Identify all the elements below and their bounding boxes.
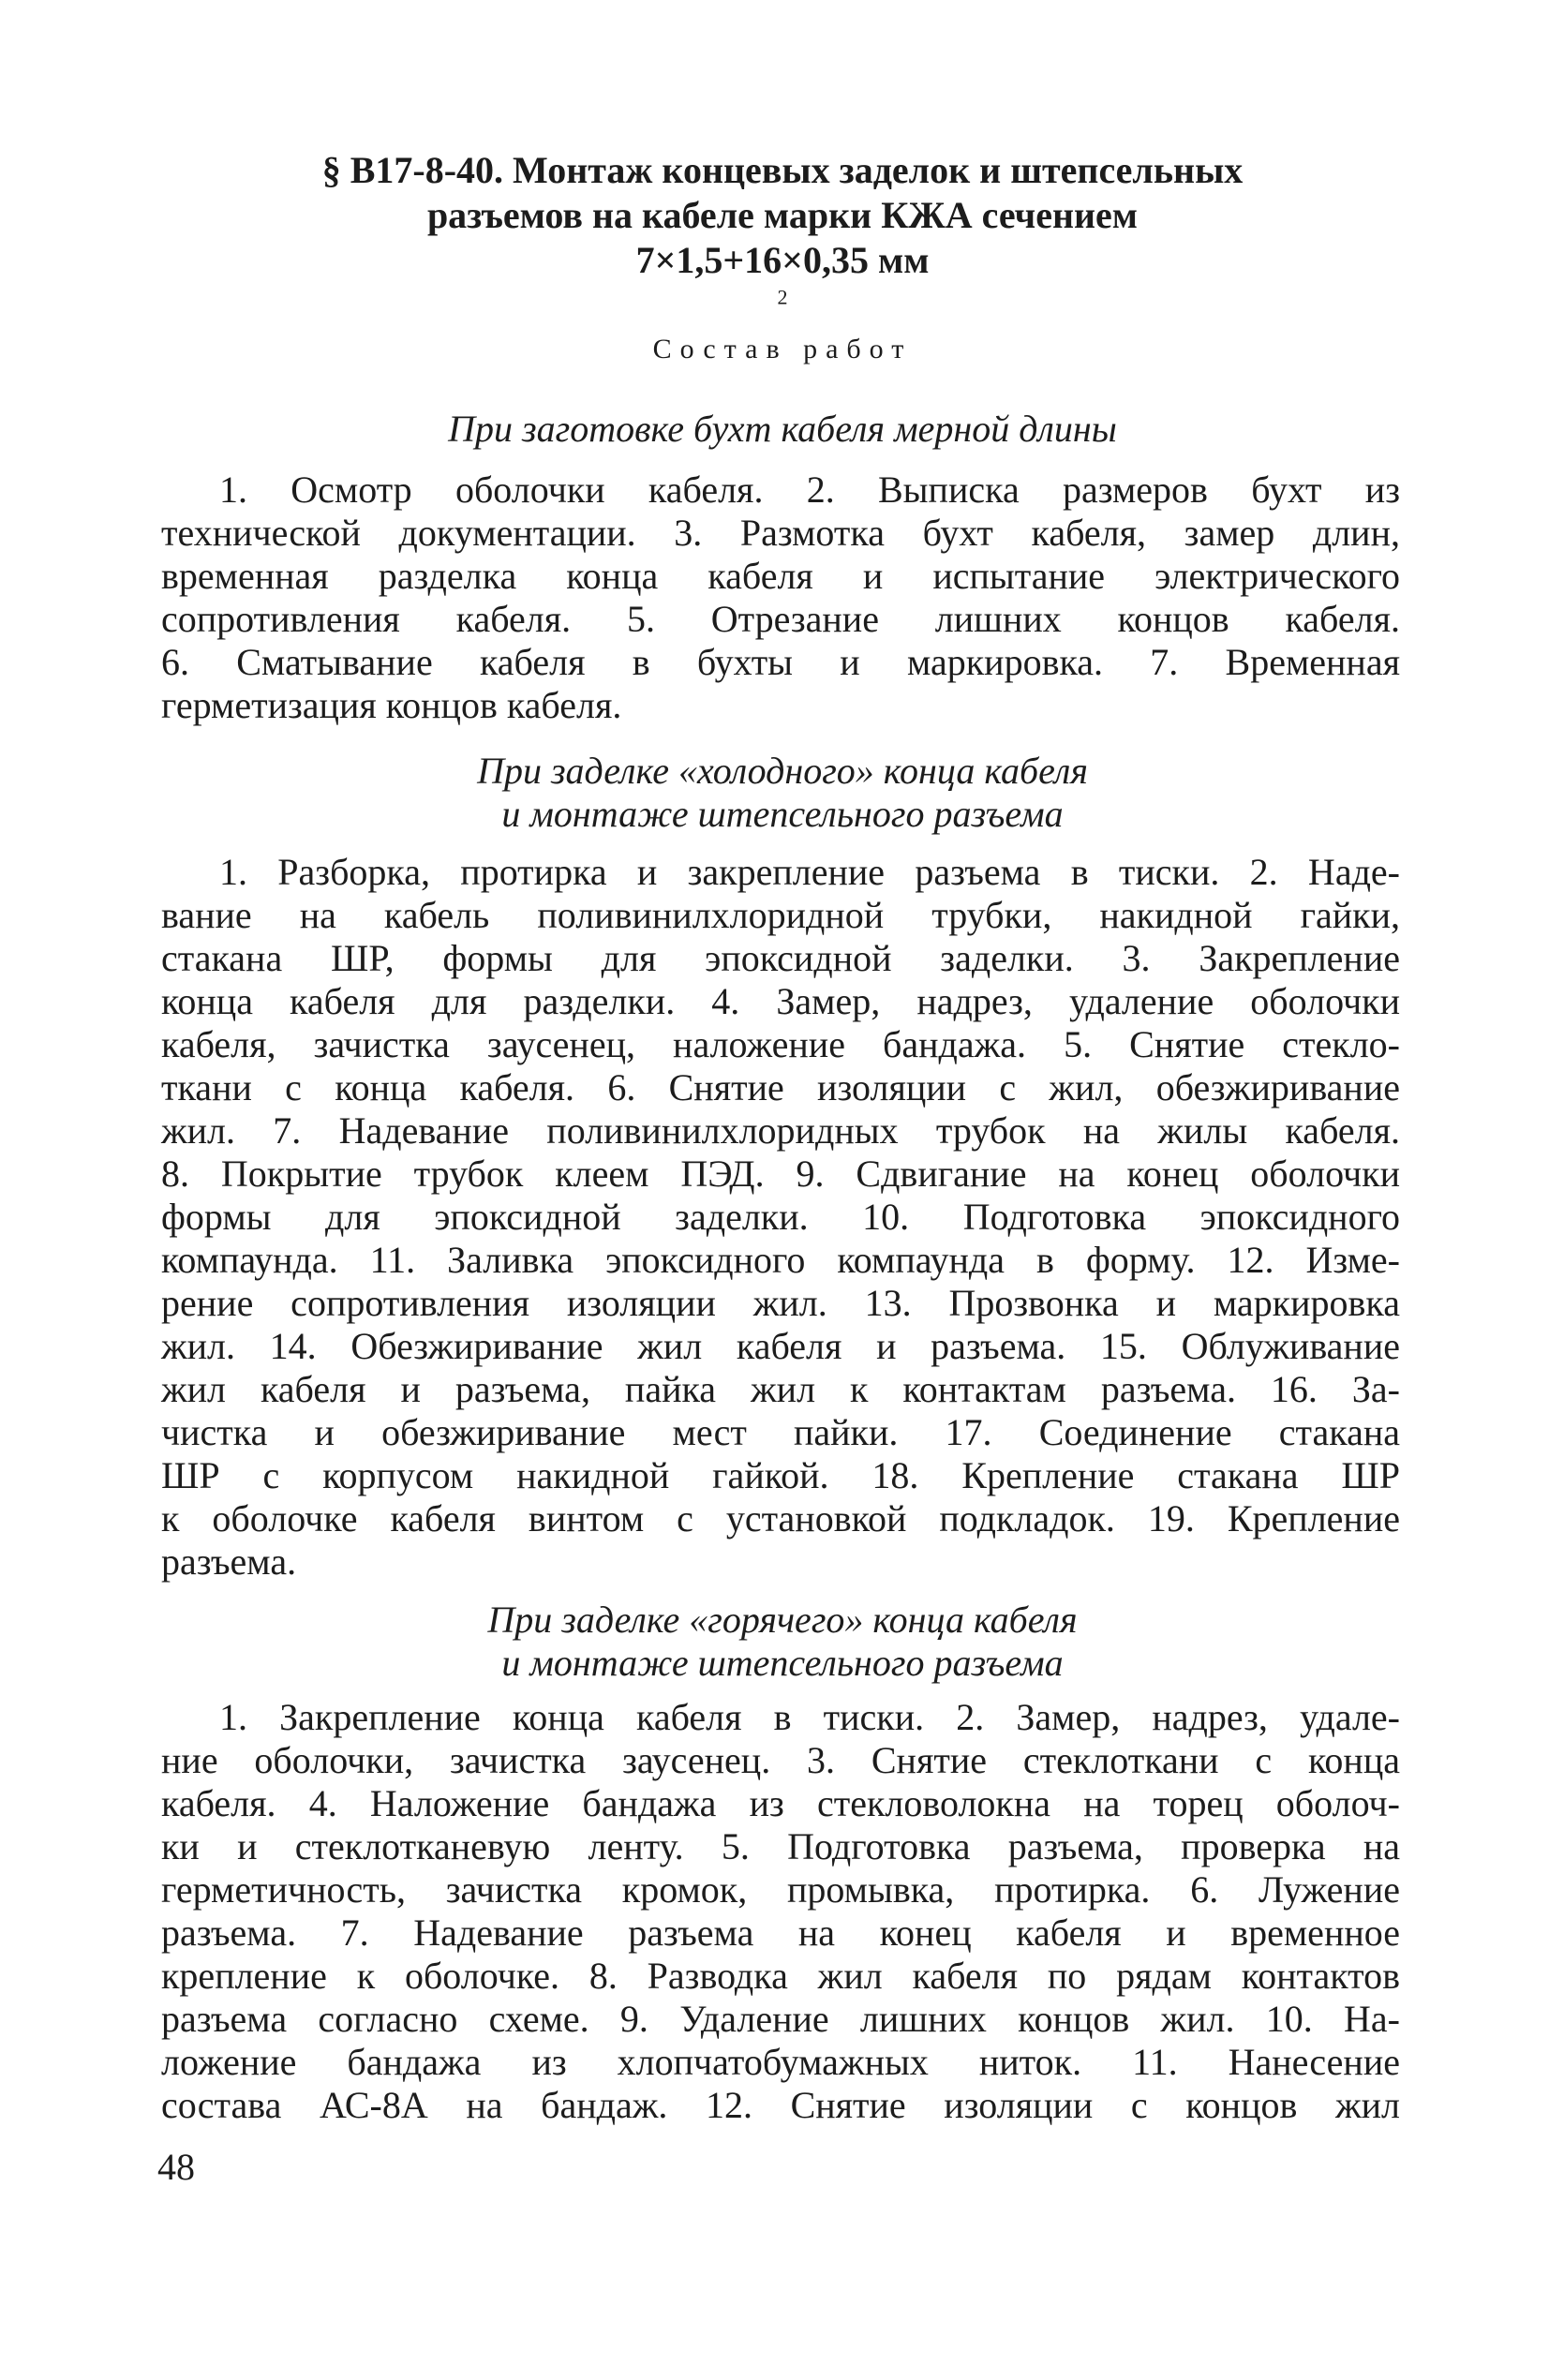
text-line: разъема. 7. Надевание разъема на конец кабеля и временное (161, 1911, 1400, 1954)
section-heading-3 (159, 1599, 1406, 1685)
text-line: жил. 14. Обезжиривание жил кабеля и разъема. 15. Облуживание (161, 1325, 1400, 1367)
text-line: конца кабеля для разделки. 4. Замер, надрез, удаление оболочки (161, 980, 1400, 1022)
text-line: разъема согласно схеме. 9. Удаление лишних концов жил. 10. На- (161, 1998, 1400, 2040)
title-line-3: 7×1,5+16×0,35 мм $^2$ (635, 239, 930, 309)
text-line: ложение бандажа из хлопчатобумажных ниток. 11. Нанесение (161, 2041, 1400, 2083)
text-line: сопротивления кабеля. 5. Отрезание лишних концов кабеля. (161, 598, 1400, 640)
title-line-1: § В17-8-40. Монтаж концевых заделок и штепсельных (321, 149, 1244, 191)
text-line: 1. Разборка, протирка и закрепление разъема в тиски. 2. Наде- (219, 851, 1400, 893)
section-heading-line: и монтаже штепсельного разъема (501, 1642, 1064, 1684)
page-title (159, 148, 1406, 328)
text-line: 8. Покрытие трубок клеем ПЭД. 9. Сдвигание на конец оболочки (161, 1153, 1400, 1195)
text-line: состава АС-8А на бандаж. 12. Снятие изоляции с концов жил (161, 2084, 1400, 2126)
text-line: вание на кабель поливинилхлоридной трубки, накидной гайки, (161, 894, 1400, 936)
title-line-2: разъемов на кабеле марки КЖА сечением (426, 194, 1139, 236)
page-number: 48 (157, 2146, 195, 2188)
text-line: чистка и обезжиривание мест пайки. 17. Соединение стакана (161, 1411, 1400, 1453)
section-heading-1 (159, 408, 1406, 451)
section-text-2 (161, 851, 1400, 1584)
text-line: рение сопротивления изоляции жил. 13. Прозвонка и маркировка (161, 1282, 1400, 1324)
section-heading-line: При заделке «горячего» конца кабеля (487, 1599, 1078, 1641)
text-line: стакана ШР, формы для эпоксидной заделки. 3. Закрепление (161, 937, 1400, 979)
text-line: временная разделка конца кабеля и испытание электрического (161, 555, 1400, 597)
section-heading-line: При заделке «холодного» конца кабеля (477, 750, 1088, 792)
text-line: к оболочке кабеля винтом с установкой подкладок. 19. Крепление (161, 1497, 1400, 1540)
text-line: разъема. (161, 1540, 297, 1583)
text-line: 6. Сматывание кабеля в бухты и маркировка. 7. Временная (161, 641, 1400, 683)
text-line: ки и стеклотканевую ленту. 5. Подготовка разъема, проверка на (161, 1825, 1400, 1867)
text-line: 1. Осмотр оболочки кабеля. 2. Выписка размеров бухт из (219, 469, 1400, 511)
text-line: герметизация концов кабеля. (161, 684, 622, 726)
text-line: формы для эпоксидной заделки. 10. Подготовка эпоксидного (161, 1196, 1400, 1238)
section-heading-line: и монтаже штепсельного разъема (501, 793, 1064, 835)
text-line: жил. 7. Надевание поливинилхлоридных трубок на жилы кабеля. (161, 1109, 1400, 1152)
text-line: 1. Закрепление конца кабеля в тиски. 2. Замер, надрез, удале- (219, 1696, 1400, 1738)
text-line: крепление к оболочке. 8. Разводка жил кабеля по рядам контактов (161, 1955, 1400, 1997)
section-heading-line: При заготовке бухт кабеля мерной длины (448, 408, 1117, 450)
text-line: кабеля, зачистка заусенец, наложение бандажа. 5. Снятие стекло- (161, 1023, 1400, 1065)
section-heading-2 (159, 750, 1406, 836)
text-line: кабеля. 4. Наложение бандажа из стекловолокна на торец оболоч- (161, 1782, 1400, 1824)
text-line: ткани с конца кабеля. 6. Снятие изоляции с жил, обезжиривание (161, 1066, 1400, 1108)
title-superscript: 2 (777, 285, 788, 309)
text-line: технической документации. 3. Размотка бухт кабеля, замер длин, (161, 512, 1400, 554)
text-line: жил кабеля и разъема, пайка жил к контактам разъема. 16. За- (161, 1368, 1400, 1410)
text-line: ние оболочки, зачистка заусенец. 3. Снятие стеклоткани с конца (161, 1739, 1400, 1781)
text-line: ШР с корпусом накидной гайкой. 18. Крепление стакана ШР (161, 1454, 1400, 1496)
text-line: компаунда. 11. Заливка эпоксидного компаунда в форму. 12. Изме- (161, 1239, 1400, 1281)
section-text-3 (161, 1696, 1400, 2127)
text-line: герметичность, зачистка кромок, промывка, протирка. 6. Лужение (161, 1868, 1400, 1911)
section-text-1 (161, 469, 1400, 727)
composition-label: Состав работ (652, 334, 913, 364)
